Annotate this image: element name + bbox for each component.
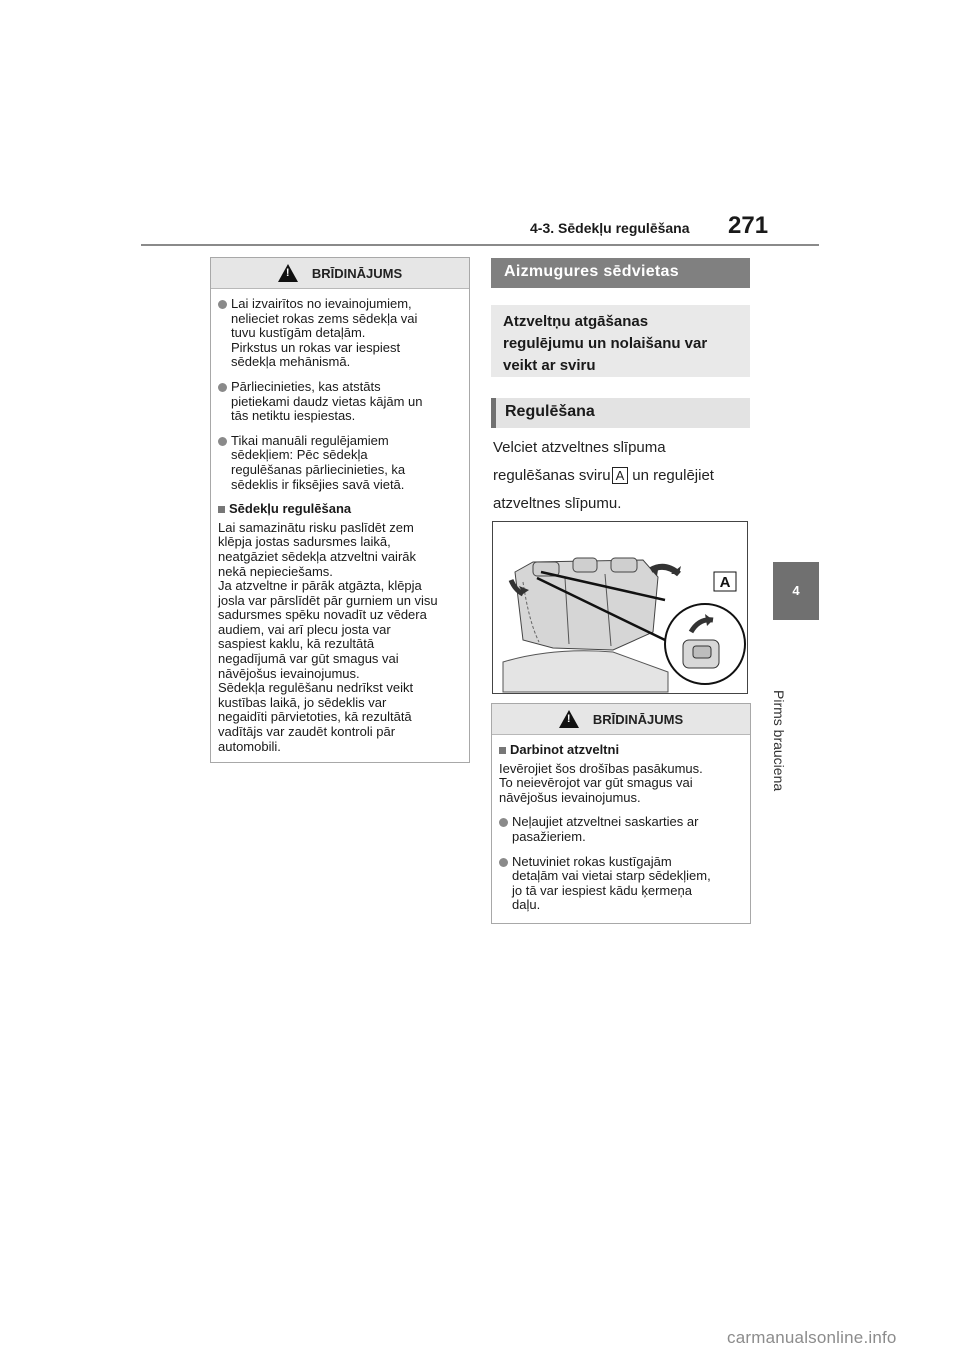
instruction-text [493, 434, 714, 518]
bullet-dot-icon [499, 858, 508, 867]
subheading-text: Darbinot atzveltni [510, 742, 620, 757]
instruction-line [493, 462, 714, 490]
bullet-text: Neļaujiet atzveltnei saskarties ar pasažieriem. [512, 814, 699, 844]
bullet-dot-icon [218, 383, 227, 392]
bullet-dot-icon [218, 300, 227, 309]
rear-seat-lever-icon [493, 522, 747, 693]
seat-illustration [492, 521, 748, 694]
square-bullet-icon [499, 747, 506, 754]
header-divider [141, 244, 819, 246]
subheading-text: Sēdekļu regulēšana [229, 501, 352, 517]
warning-triangle-icon: ! [559, 710, 579, 728]
subsection-text: Atzveltņu atgāšanas regulējumu un nolaišanu var veikt ar sviru [503, 313, 708, 374]
warning-triangle-icon: ! [278, 264, 298, 282]
warning-subheading [499, 743, 740, 758]
warning-bullet [218, 434, 459, 492]
bullet-dot-icon [499, 818, 508, 827]
square-bullet-icon [218, 506, 225, 513]
procedure-heading: Regulēšana [491, 398, 750, 428]
instruction-line: atzveltnes slīpumu. [493, 495, 622, 512]
subsection-band [491, 305, 750, 377]
warning-bullet [218, 380, 459, 424]
warning-title: BRĪDINĀJUMS [311, 265, 403, 281]
bullet-text: Lai izvairītos no ievainojumiem, nelieciet rokas zems sēdekļa vai tuvu kustīgām detaļām. Pirkstus un rokas var iespiest sēdekļa mehānismā. [231, 296, 418, 370]
instruction-line: Velciet atzveltnes slīpuma [493, 439, 666, 456]
warning-bullet [499, 855, 740, 913]
warning-header [211, 258, 469, 289]
warning-bullet [218, 297, 459, 370]
callout-label-A: A [612, 467, 629, 484]
watermark: carmanualsonline.info [727, 1328, 897, 1347]
instruction-fragment: un regulējiet [632, 467, 714, 484]
warning-header [492, 704, 750, 735]
bullet-text: Pārliecinieties, kas atstāts pietiekami daudz vietas kājām un tās netiktu iespiestas. [231, 378, 423, 424]
warning-box-left [210, 257, 470, 763]
page-number: 271 [728, 212, 769, 239]
warning-body [492, 735, 750, 923]
bullet-text: Netuviniet rokas kustīgajām detaļām vai vietai starp sēdekļiem, jo tā var iespiest kādu ķermeņa daļu. [512, 853, 711, 913]
warning-bullet [499, 815, 740, 844]
warning-body [211, 289, 469, 762]
section-header: 4-3. Sēdekļu regulēšana [530, 220, 690, 236]
warning-subheading [218, 502, 459, 517]
section-title: Aizmugures sēdvietas [491, 258, 750, 288]
bullet-dot-icon [218, 437, 227, 446]
warning-paragraph: Ievērojiet šos drošības pasākumus. To neievērojot var gūt smagus vai nāvējošus ievainojumus. [499, 760, 703, 805]
warning-title: BRĪDINĀJUMS [592, 711, 684, 727]
warning-paragraph: Lai samazinātu risku paslīdēt zem klēpja jostas sadursmes laikā, neatgāziet sēdekļa atzveltni vairāk nekā nepieciešams. Ja atzveltne ir pārāk atgāzta, klēpja josla var pārslīdēt pār gurniem un visu sadursmes spēku novadīt uz vēdera audiem, vai arī plecu josta var saspiest kaklu, kā rezultātā negadījumā var gūt smagus vai nāvējošus ievainojumus. Sēdekļa regulēšanu nedrīkst veikt kustības laikā, jo sēdeklis var negaidīti pārvietoties, kā rezultātā vadītājs var zaudēt kontroli pār automobili. [218, 519, 438, 754]
figure-label-A: A [719, 574, 731, 591]
chapter-label: Pirms brauciena [771, 690, 787, 792]
warning-box-right [491, 703, 751, 924]
instruction-fragment: regulēšanas sviru [493, 467, 611, 484]
chapter-tab: 4 [773, 562, 819, 620]
bullet-text: Tikai manuāli regulējamiem sēdekļiem: Pēc sēdekļa regulēšanas pārliecinieties, ka sēdeklis ir fiksējies savā vietā. [231, 432, 406, 492]
